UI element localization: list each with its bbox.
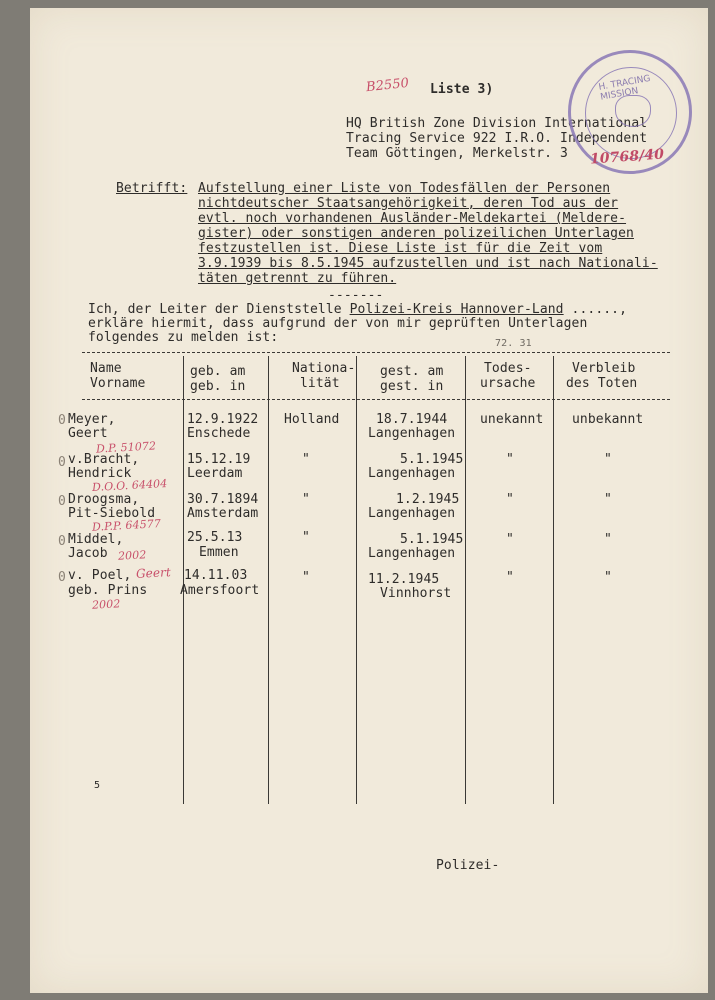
row-5-birth-date: 14.11.03	[184, 568, 248, 583]
declaration-line-2: erkläre hiermit, dass aufgrund der von mir geprüften Unterlagen	[88, 316, 588, 331]
header-nationalitaet-1: Nationa-	[292, 361, 356, 376]
row-2-cause: "	[506, 452, 514, 467]
row-1-firstname: Geert	[68, 426, 108, 441]
row-4-cause: "	[506, 532, 514, 547]
header-todes: Todes-	[484, 361, 532, 376]
row-2-death-place: Langenhagen	[368, 466, 456, 481]
row-5-cause: "	[506, 570, 514, 585]
row-3-cause: "	[506, 492, 514, 507]
row-2-death-date: 5.1.1945	[400, 452, 464, 467]
row-4-remains: "	[604, 532, 612, 547]
row-4-birth-place: Emmen	[199, 545, 239, 560]
page-mark: 72. 31	[495, 338, 532, 349]
header-des-toten: des Toten	[566, 376, 638, 391]
row-2-remains: "	[604, 452, 612, 467]
row-marker: 0	[58, 570, 66, 585]
row-2-handwritten-note: D.O.O. 64404	[91, 477, 168, 494]
crown-emblem-icon	[615, 95, 651, 127]
row-marker: 0	[58, 534, 66, 549]
header-verbleib: Verbleib	[572, 361, 636, 376]
row-2-birth-date: 15.12.19	[187, 452, 251, 467]
subject-line-2: nichtdeutscher Staatsangehörigkeit, deren Tod aus der	[198, 196, 619, 211]
header-ursache: ursache	[480, 376, 536, 391]
row-1-handwritten-note: D.P. 51072	[95, 439, 157, 456]
header-geb-am: geb. am	[190, 364, 246, 379]
address-line-3: Team Göttingen, Merkelstr. 3	[346, 146, 568, 161]
declaration-dots: ......,	[563, 302, 628, 317]
row-1-remains: unbekannt	[572, 412, 644, 427]
row-4-handwritten-note: 2002	[117, 548, 147, 563]
row-1-birth-place: Enschede	[187, 426, 251, 441]
table-top-rule	[82, 352, 670, 353]
row-4-firstname: Jacob	[68, 546, 108, 561]
subject-label: Betrifft:	[116, 181, 188, 196]
footer-polizei: Polizei-	[436, 858, 500, 873]
row-2-firstname: Hendrick	[68, 466, 132, 481]
declaration-prefix: Ich, der Leiter der Dienststelle	[88, 302, 350, 317]
subject-line-1: Aufstellung einer Liste von Todesfällen der Personen	[198, 181, 611, 196]
subject-line-6: 3.9.1939 bis 8.5.1945 aufzustellen und ist nach Nationali-	[198, 256, 658, 271]
row-1-birth-date: 12.9.1922	[187, 412, 259, 427]
column-divider	[465, 356, 466, 804]
row-3-death-date: 1.2.1945	[396, 492, 460, 507]
row-marker: 0	[58, 455, 66, 470]
column-divider	[356, 356, 357, 804]
row-2-nationality: "	[302, 452, 310, 467]
row-5-firstname: geb. Prins	[68, 583, 148, 598]
subject-divider: -------	[328, 288, 384, 303]
row-5-nationality: "	[302, 570, 310, 585]
row-1-death-place: Langenhagen	[368, 426, 456, 441]
row-marker: 0	[58, 413, 66, 428]
row-3-birth-place: Amsterdam	[187, 506, 259, 521]
row-5-birth-place: Amersfoort	[180, 583, 260, 598]
row-1-nationality: Holland	[284, 412, 340, 427]
row-3-surname: Droogsma,	[68, 492, 140, 507]
address-line-2: Tracing Service 922 I.R.O. Independent	[346, 131, 648, 146]
stamp-text: H. TRACING MISSION	[597, 73, 652, 103]
row-5-handwritten-name: Geert	[135, 565, 172, 581]
table-header-rule	[82, 399, 670, 400]
row-2-surname: v.Bracht,	[68, 452, 140, 467]
header-gest-am: gest. am	[380, 364, 444, 379]
row-2-birth-place: Leerdam	[187, 466, 243, 481]
handwritten-reference: B2550	[365, 75, 410, 96]
column-divider	[553, 356, 554, 804]
row-4-death-date: 5.1.1945	[400, 532, 464, 547]
document-number: 10768/40	[589, 146, 665, 168]
row-5-handwritten-note: 2002	[91, 597, 121, 612]
header-nationalitaet-2: lität	[300, 376, 340, 391]
row-marker: 0	[58, 494, 66, 509]
row-4-surname: Middel,	[68, 532, 124, 547]
row-1-cause: unekannt	[480, 412, 544, 427]
row-3-handwritten-note: D.P.P. 64577	[91, 517, 162, 534]
header-name: Name	[90, 361, 122, 376]
row-1-death-date: 18.7.1944	[376, 412, 448, 427]
header-vorname: Vorname	[90, 376, 146, 391]
header-gest-in: gest. in	[380, 379, 444, 394]
column-divider	[268, 356, 269, 804]
address-line-1: HQ British Zone Division International	[346, 116, 648, 131]
declaration-line-3: folgendes zu melden ist:	[88, 330, 279, 345]
header-geb-in: geb. in	[190, 379, 246, 394]
row-3-remains: "	[604, 492, 612, 507]
row-5-remains: "	[604, 570, 612, 585]
row-5-surname: v. Poel,	[68, 568, 132, 583]
list-number: Liste 3)	[430, 82, 494, 97]
subject-line-7: täten getrennt zu führen.	[198, 271, 397, 286]
office-name: Polizei-Kreis Hannover-Land	[349, 302, 564, 317]
row-3-death-place: Langenhagen	[368, 506, 456, 521]
row-4-nationality: "	[302, 530, 310, 545]
subject-line-3: evtl. noch vorhandenen Ausländer-Meldekartei (Meldere-	[198, 211, 627, 226]
margin-mark: 5	[94, 780, 101, 791]
row-5-death-date: 11.2.1945	[368, 572, 440, 587]
row-4-death-place: Langenhagen	[368, 546, 456, 561]
row-3-birth-date: 30.7.1894	[187, 492, 259, 507]
row-3-firstname: Pit-Siebold	[68, 506, 156, 521]
declaration-line-1	[88, 302, 627, 317]
row-1-surname: Meyer,	[68, 412, 116, 427]
row-5-death-place: Vinnhorst	[380, 586, 452, 601]
subject-line-5: festzustellen ist. Diese Liste ist für die Zeit vom	[198, 241, 603, 256]
row-4-birth-date: 25.5.13	[187, 530, 243, 545]
subject-line-4: gister) oder sonstigen anderen polizeilichen Unterlagen	[198, 226, 634, 241]
row-3-nationality: "	[302, 492, 310, 507]
